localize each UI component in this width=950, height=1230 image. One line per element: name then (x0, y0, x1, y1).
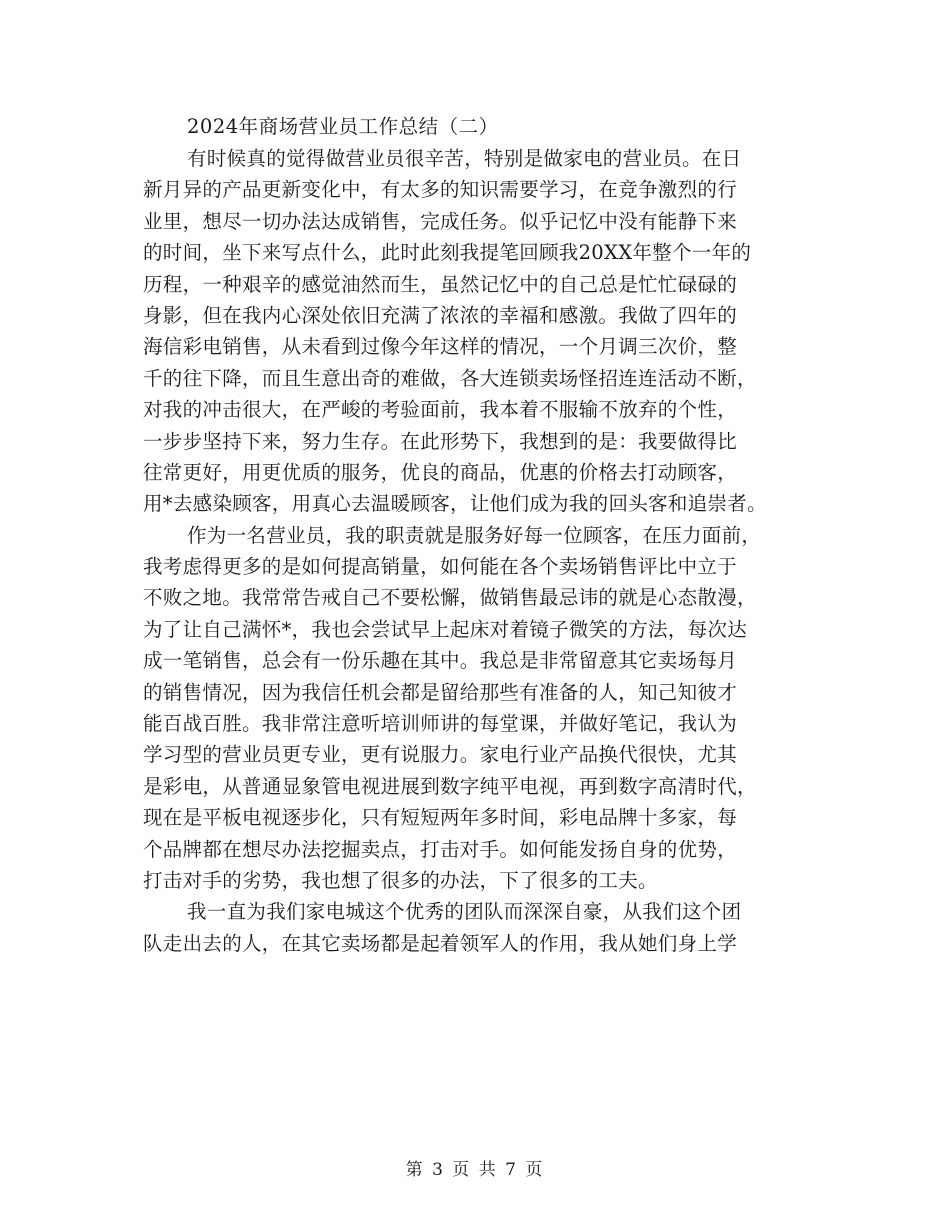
body-text-line: 海信彩电销售，从未看到过像今年这样的情况，一个月调三次价，整 (143, 335, 738, 359)
body-text-line: 新月异的产品更新变化中，有太多的知识需要学习，在竞争激烈的行 (143, 178, 738, 202)
body-text-line: 对我的冲击很大，在严峻的考验面前，我本着不服输不放弃的个性， (143, 398, 738, 422)
body-text-line: 往常更好，用更优质的服务，优良的商品，优惠的价格去打动顾客， (143, 460, 738, 484)
body-text-line: 千的往下降，而且生意出奇的难做，各大连锁卖场怪招连连活动不断， (143, 366, 757, 390)
body-text-line: 我考虑得更多的是如何提高销量，如何能在各个卖场销售评比中立于 (143, 555, 738, 579)
body-text-line: 我一直为我们家电城这个优秀的团队而深深自豪，从我们这个团 (187, 900, 742, 924)
document-body (143, 143, 823, 959)
body-text-line: 个品牌都在想尽办法挖掘卖点，打击对手。如何能发扬自身的优势， (143, 837, 738, 861)
body-text-line: 打击对手的劣势，我也想了很多的办法，下了很多的工夫。 (143, 868, 658, 892)
body-text-line: 学习型的营业员更专业，更有说服力。家电行业产品换代很快，尤其 (143, 743, 738, 767)
body-text-line: 历程，一种艰辛的感觉油然而生，虽然记忆中的自己总是忙忙碌碌的 (143, 272, 738, 296)
body-text-line: 一步步坚持下来，努力生存。在此形势下，我想到的是：我要做得比 (143, 429, 738, 453)
body-text-line: 业里，想尽一切办法达成销售，完成任务。似乎记忆中没有能静下来 (143, 209, 738, 233)
body-text-line: 用*去感染顾客，用真心去温暖顾客，让他们成为我的回头客和追崇者。 (143, 492, 767, 516)
body-text-line: 身影，但在我内心深处依旧充满了浓浓的幸福和感激。我做了四年的 (143, 303, 738, 327)
body-text-line: 是彩电，从普通显象管电视进展到数字纯平电视，再到数字高清时代， (143, 774, 757, 798)
body-text-line: 的销售情况，因为我信任机会都是留给那些有准备的人，知己知彼才 (143, 680, 738, 704)
body-text-line: 为了让自己满怀*，我也会尝试早上起床对着镜子微笑的方法，每次达 (143, 617, 748, 641)
body-text-line: 不败之地。我常常告戒自己不要松懈，做销售最忌讳的就是心态散漫， (143, 586, 757, 610)
body-text-line: 作为一名营业员，我的职责就是服务好每一位顾客，在压力面前， (187, 523, 762, 547)
body-text-line: 能百战百胜。我非常注意听培训师讲的每堂课，并做好笔记，我认为 (143, 712, 738, 736)
body-text-line: 队走出去的人，在其它卖场都是起着领军人的作用，我从她们身上学 (143, 931, 738, 955)
body-text-line: 有时候真的觉得做营业员很辛苦，特别是做家电的营业员。在日 (187, 147, 742, 170)
body-text-line: 现在是平板电视逐步化，只有短短两年多时间，彩电品牌十多家，每 (143, 806, 738, 830)
body-text-line: 成一笔销售，总会有一份乐趣在其中。我总是非常留意其它卖场每月 (143, 649, 738, 673)
document-title: 2024年商场营业员工作总结（二） (187, 115, 499, 138)
page-number-footer: 第 3 页 共 7 页 (405, 1160, 545, 1180)
body-text-line: 的时间，坐下来写点什么，此时此刻我提笔回顾我20XX年整个一年的 (143, 241, 752, 265)
